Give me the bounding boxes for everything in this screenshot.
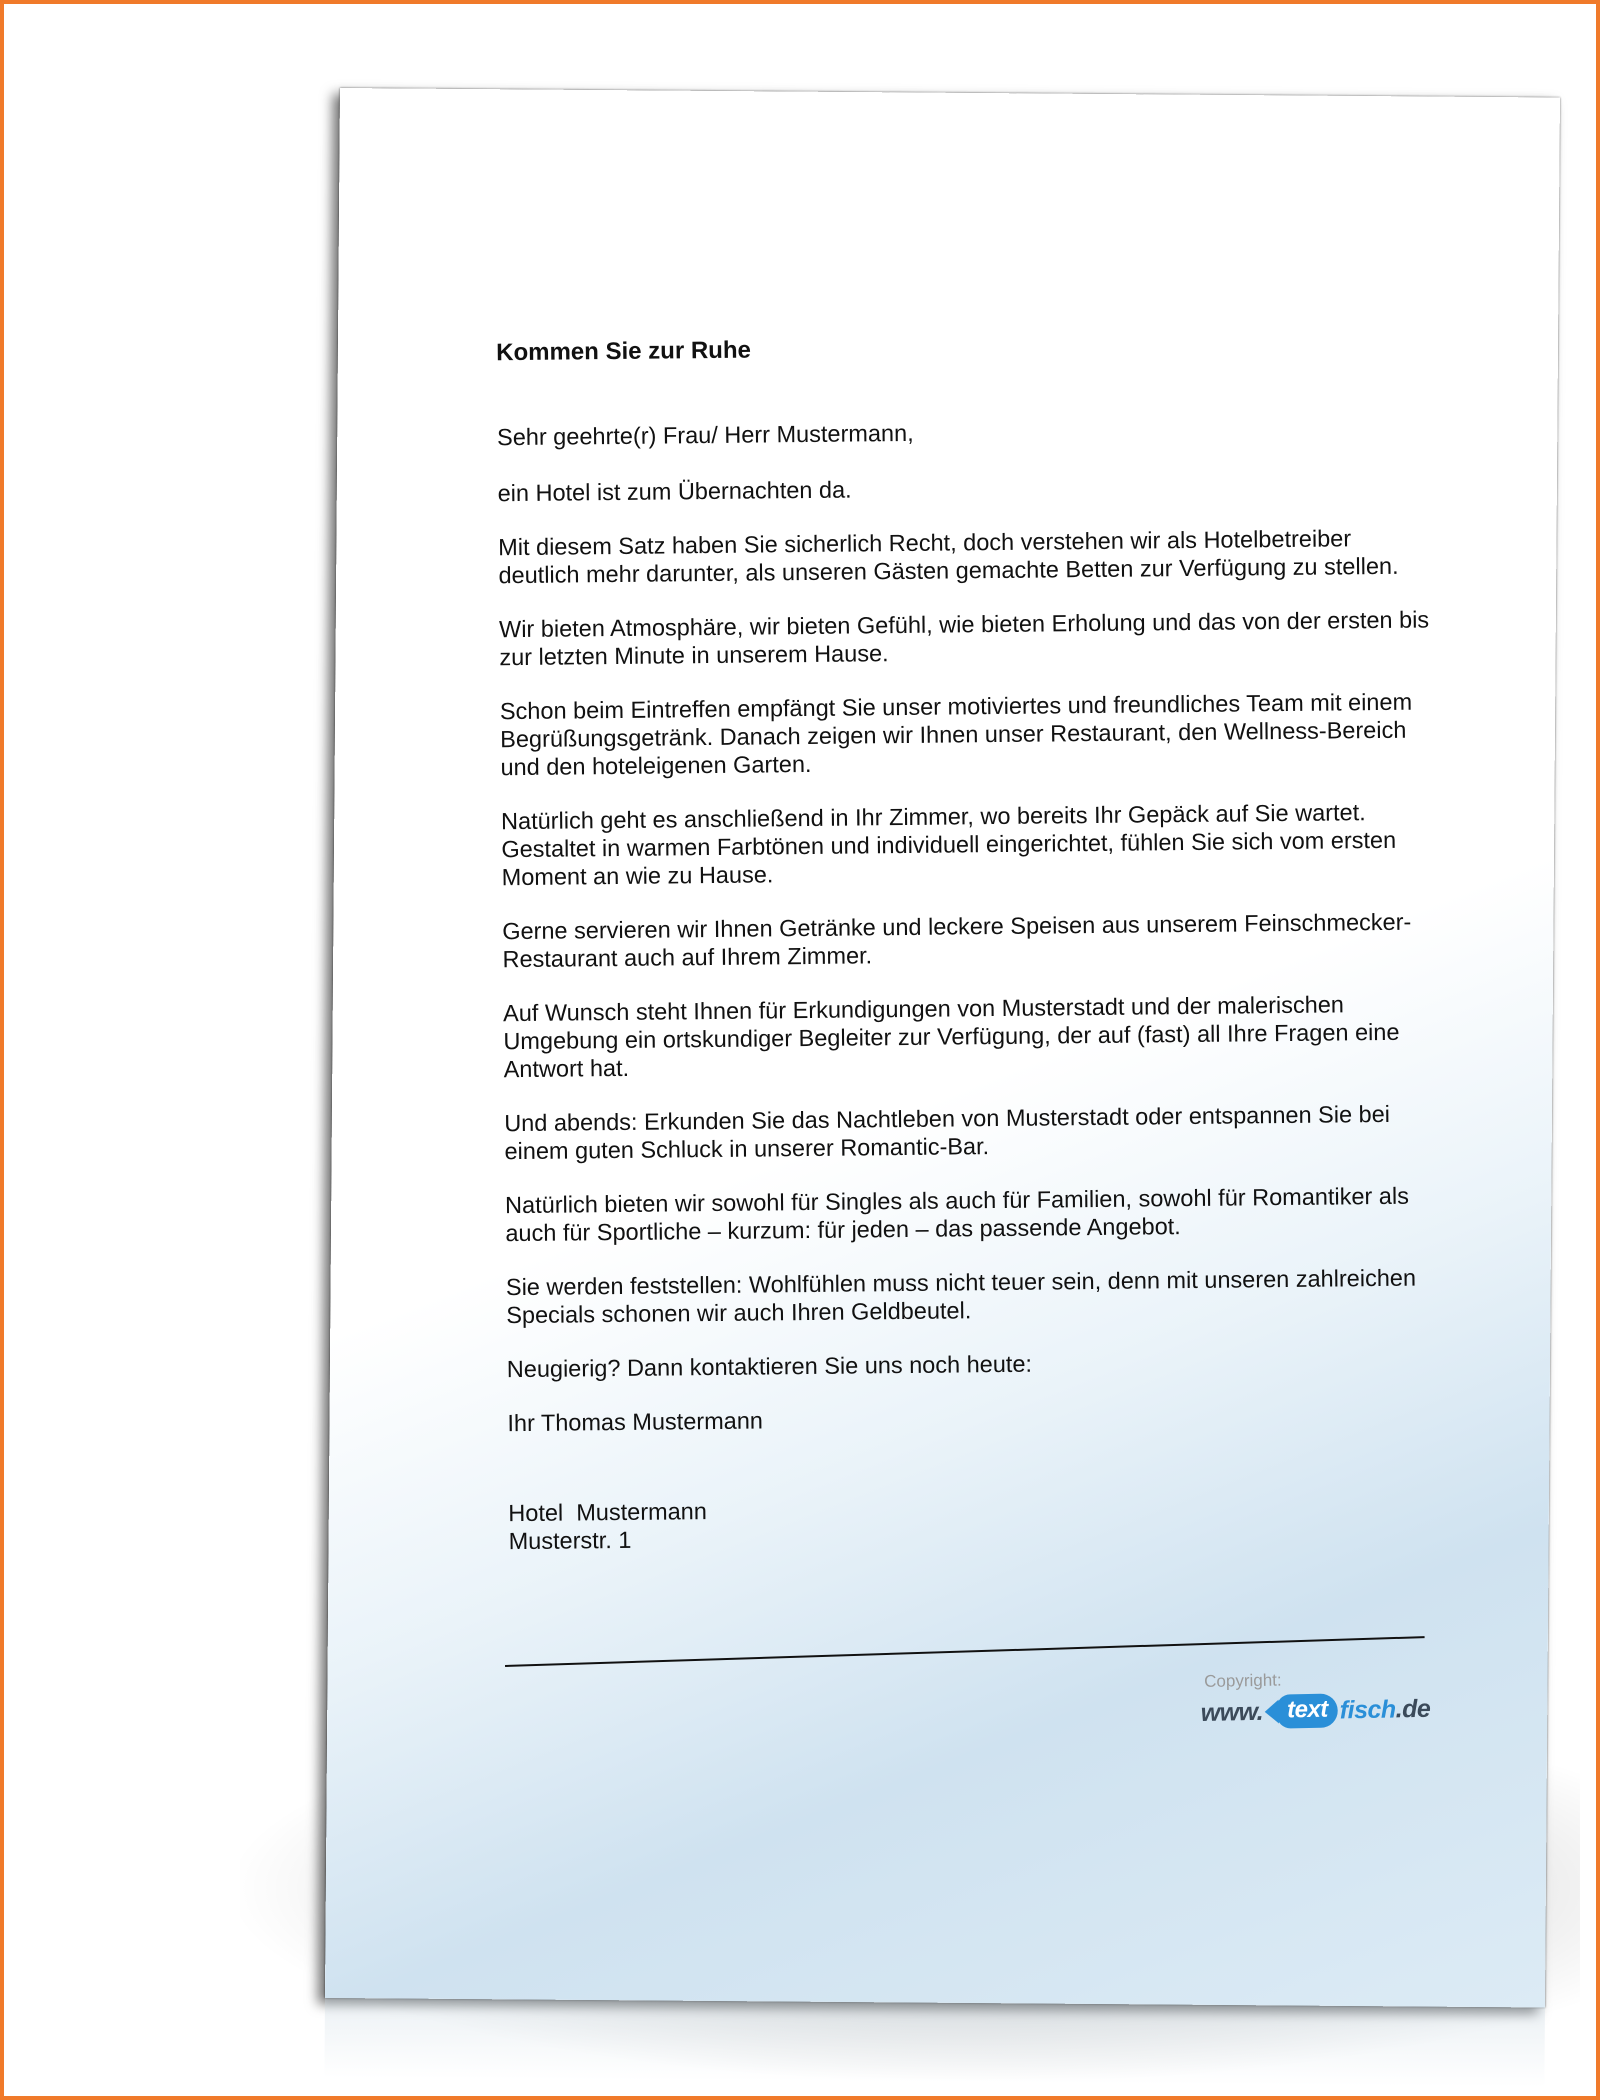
letter-paragraph: Wir bieten Atmosphäre, wir bieten Gefühl, wie bieten Erholung und das von der ersten bis zur letzten Minute in unserem Hause.	[498, 606, 1430, 671]
address-street: Musterstr. 1	[508, 1526, 632, 1555]
page-reflection	[324, 1998, 1545, 2088]
letter-paragraph: Gerne servieren wir Ihnen Getränke und leckere Speisen aus unserem Feinschmecker-Restaurant auch auf Ihrem Zimmer.	[502, 908, 1412, 973]
letter-signature: Ihr Thomas Mustermann	[507, 1407, 764, 1437]
letter-paragraph: Auf Wunsch steht Ihnen für Erkundigungen von Musterstadt und der malerischen Umgebung ein ortskundiger Begleiter zur Verfügung, der auf (fast) all Ihre Fragen eine Antwort hat.	[502, 991, 1400, 1083]
logo-fish-text: text	[1277, 1693, 1338, 1728]
letter-paragraph: Natürlich geht es anschließend in Ihr Zimmer, wo bereits Ihr Gepäck auf Sie wartet. Gestaltet in warmen Farbtönen und individuell eingerichtet, fühlen Sie sich vom ersten Moment an wie zu Hause.	[500, 799, 1397, 891]
letter-paragraph: Mit diesem Satz haben Sie sicherlich Recht, doch verstehen wir als Hotelbetreiber deutlich mehr darunter, als unseren Gästen gemachte Betten zur Verfügung zu stellen.	[498, 525, 1399, 589]
letter-paragraph: ein Hotel ist zum Übernachten da.	[497, 476, 852, 507]
address-hotel-name: Hotel Mustermann	[508, 1498, 707, 1527]
logo-prefix: www.	[1200, 1697, 1264, 1727]
copyright-block	[1200, 1668, 1431, 1730]
textfisch-logo	[1200, 1692, 1431, 1730]
letter-salutation: Sehr geehrte(r) Frau/ Herr Mustermann,	[496, 419, 914, 451]
copyright-label: Copyright:	[1203, 1670, 1282, 1691]
letter-paragraph: Sie werden feststellen: Wohlfühlen muss nicht teuer sein, denn mit unseren zahlreichen Specials schonen wir auch Ihren Geldbeutel.	[505, 1264, 1417, 1329]
letter-closing-question: Neugierig? Dann kontaktieren Sie uns noch heute:	[506, 1350, 1033, 1383]
letter-title: Kommen Sie zur Ruhe	[496, 336, 752, 367]
logo-word: fisch	[1339, 1694, 1396, 1724]
letter-paragraph: Natürlich bieten wir sowohl für Singles als auch für Familien, sowohl für Romantiker als auch für Sportliche – kurzum: für jeden – das passende Angebot.	[504, 1182, 1410, 1247]
fish-icon	[1265, 1693, 1338, 1728]
letter-body	[496, 329, 1444, 1555]
letter-paragraph: Schon beim Eintreffen empfängt Sie unser motiviertes und freundliches Team mit einem Begrüßungsgetränk. Danach zeigen wir Ihnen unser Restaurant, den Wellness-Bereich und den hoteleigenen Garten.	[499, 688, 1413, 781]
logo-suffix: .de	[1395, 1694, 1431, 1723]
letter-paragraph: Und abends: Erkunden Sie das Nachtleben von Musterstadt oder entspannen Sie bei einem guten Schluck in unserer Romantic-Bar.	[504, 1100, 1391, 1165]
